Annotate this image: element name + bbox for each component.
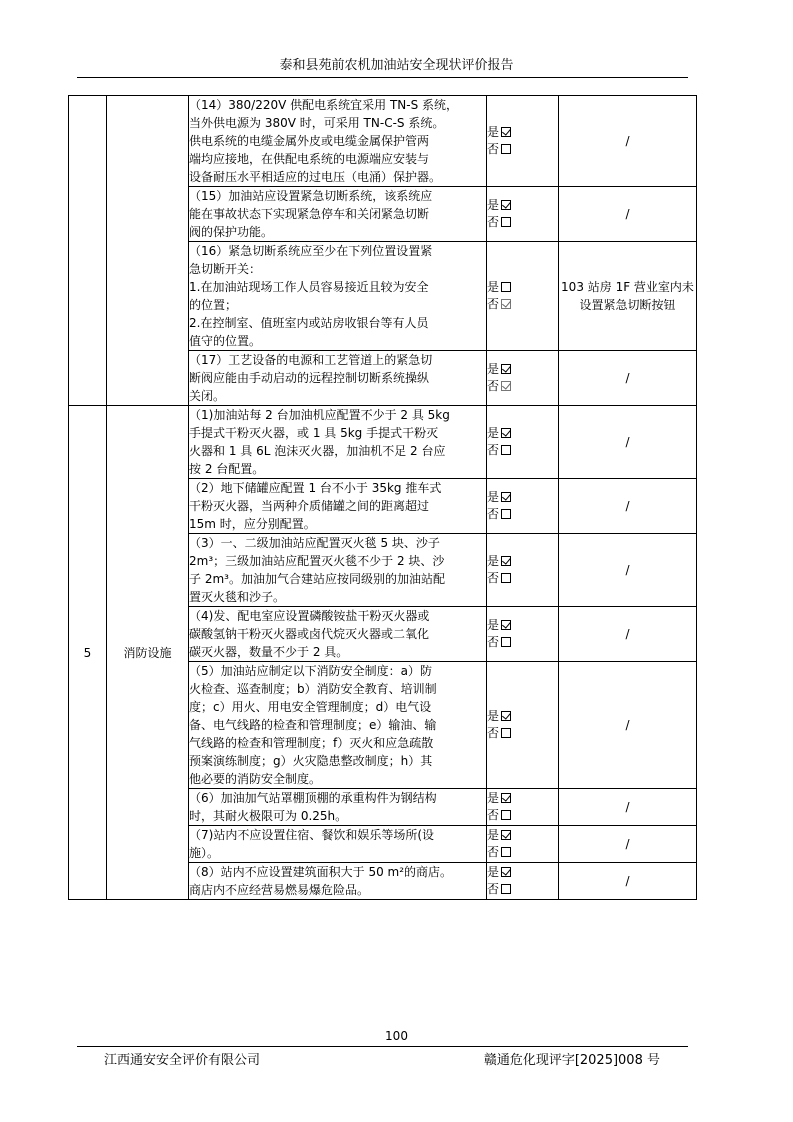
no-label: 否 <box>487 635 500 649</box>
section-number-cell <box>69 96 107 406</box>
remark-cell: 103 站房 1F 营业室内未设置紧急切断按钮 <box>559 242 697 351</box>
checkbox-checked-icon[interactable] <box>501 200 511 210</box>
header-rule <box>77 77 688 78</box>
table-row <box>69 406 697 479</box>
checkbox-checked-icon[interactable] <box>501 428 511 438</box>
checkbox-unchecked-icon[interactable] <box>501 217 511 227</box>
requirement-line: 火检查、巡查制度；b）消防安全教育、培训制 <box>189 682 437 696</box>
requirement-cell <box>189 406 487 479</box>
remark-cell: / <box>559 187 697 242</box>
checkbox-checked-icon[interactable] <box>501 867 511 877</box>
checkbox-checked-icon[interactable] <box>501 711 511 721</box>
requirement-cell <box>189 863 487 900</box>
requirement-line: 设备耐压水平相适应的过电压（电涌）保护器。 <box>189 170 442 184</box>
checkbox-checked-icon[interactable] <box>501 364 511 374</box>
check-cell <box>487 826 559 863</box>
requirement-line: 碳灭火器，数量不少于 2 具。 <box>189 645 349 659</box>
requirement-line: （17）工艺设备的电源和工艺管道上的紧急切 <box>189 353 433 367</box>
check-cell <box>487 406 559 479</box>
requirement-line: 能在事故状态下实现紧急停车和关闭紧急切断 <box>189 207 430 221</box>
checkbox-unchecked-icon[interactable] <box>501 728 511 738</box>
requirement-line: （16）紧急切断系统应至少在下列位置设置紧 <box>189 244 433 258</box>
checkbox-checked-icon[interactable] <box>501 620 511 630</box>
requirement-line: （14）380/220V 供配电系统宜采用 TN-S 系统， <box>189 98 459 112</box>
yes-label: 是 <box>487 125 500 139</box>
check-cell <box>487 187 559 242</box>
no-label: 否 <box>487 571 500 585</box>
no-label: 否 <box>487 726 500 740</box>
remark-cell: / <box>559 406 697 479</box>
checkbox-checked-icon[interactable] <box>501 381 511 391</box>
yes-label: 是 <box>487 362 500 376</box>
yes-label: 是 <box>487 490 500 504</box>
requirement-line: 置灭火毯和沙子。 <box>189 590 286 604</box>
requirement-line: 施）。 <box>189 846 220 860</box>
yes-label: 是 <box>487 791 500 805</box>
requirement-line: 关闭。 <box>189 389 226 403</box>
check-cell <box>487 662 559 789</box>
requirement-line: 阀的保护功能。 <box>189 225 274 239</box>
requirement-line: （2）地下储罐应配置 1 台不小于 35kg 推车式 <box>189 481 442 495</box>
yes-label: 是 <box>487 865 500 879</box>
remark-cell: / <box>559 826 697 863</box>
requirement-line: （8）站内不应设置建筑面积大于 50 m²的商店。 <box>189 865 453 879</box>
no-label: 否 <box>487 297 500 311</box>
requirement-line: （3）一、二级加油站应配置灭火毯 5 块、沙子 <box>189 536 440 550</box>
requirement-cell <box>189 789 487 826</box>
checkbox-unchecked-icon[interactable] <box>501 573 511 583</box>
no-label: 否 <box>487 379 500 393</box>
table-row <box>69 96 697 187</box>
requirement-line: 急切断开关： <box>189 262 262 276</box>
requirement-cell <box>189 242 487 351</box>
check-cell <box>487 479 559 534</box>
requirement-line: （6）加油加气站罩棚顶棚的承重构件为钢结构 <box>189 791 437 805</box>
yes-label: 是 <box>487 618 500 632</box>
no-label: 否 <box>487 882 500 896</box>
remark-cell: / <box>559 789 697 826</box>
remark-cell: / <box>559 479 697 534</box>
section-category-cell <box>107 96 189 406</box>
requirement-line: 火器和 1 具 6L 泡沫灭火器，加油机不足 2 台应 <box>189 444 446 458</box>
no-label: 否 <box>487 215 500 229</box>
section-category-cell: 消防设施 <box>107 406 189 900</box>
footer-doc-code: 赣通危化现评字[2025]008 号 <box>483 1053 660 1068</box>
check-cell <box>487 242 559 351</box>
remark-cell: / <box>559 534 697 607</box>
requirement-cell <box>189 826 487 863</box>
no-label: 否 <box>487 845 500 859</box>
checkbox-unchecked-icon[interactable] <box>501 445 511 455</box>
requirement-line: 商店内不应经营易燃易爆危险品。 <box>189 883 370 897</box>
requirement-line: 的位置； <box>189 298 238 312</box>
page-number: 100 <box>385 1029 408 1043</box>
requirement-line: 值守的位置。 <box>189 334 262 348</box>
checkbox-checked-icon[interactable] <box>501 127 511 137</box>
no-label: 否 <box>487 507 500 521</box>
no-label: 否 <box>487 142 500 156</box>
checkbox-unchecked-icon[interactable] <box>501 509 511 519</box>
yes-label: 是 <box>487 709 500 723</box>
requirement-line: 时，其耐火极限可为 0.25h。 <box>189 809 348 823</box>
requirement-line: 供电系统的电缆金属外皮或电缆金属保护管两 <box>189 134 430 148</box>
remark-cell: / <box>559 662 697 789</box>
checkbox-checked-icon[interactable] <box>501 299 511 309</box>
requirement-line: 度；c）用火、用电安全管理制度；d）电气设 <box>189 700 432 714</box>
requirement-cell <box>189 96 487 187</box>
footer-company: 江西通安安全评价有限公司 <box>104 1053 261 1068</box>
remark-cell: / <box>559 863 697 900</box>
section-number-cell: 5 <box>69 406 107 900</box>
requirement-cell <box>189 187 487 242</box>
check-cell <box>487 96 559 187</box>
requirement-line: 干粉灭火器，当两种介质储罐之间的距离超过 <box>189 499 430 513</box>
remark-cell: / <box>559 96 697 187</box>
checkbox-unchecked-icon[interactable] <box>501 282 511 292</box>
page-header-title: 泰和县苑前农机加油站安全现状评价报告 <box>279 58 514 73</box>
checkbox-unchecked-icon[interactable] <box>501 847 511 857</box>
check-cell <box>487 863 559 900</box>
requirement-line: （1)加油站每 2 台加油机应配置不少于 2 具 5kg <box>189 408 450 422</box>
checkbox-checked-icon[interactable] <box>501 830 511 840</box>
requirement-cell <box>189 479 487 534</box>
no-label: 否 <box>487 443 500 457</box>
requirement-line: （4)发、配电室应设置磷酸铵盐干粉灭火器或 <box>189 609 430 623</box>
check-cell <box>487 351 559 406</box>
yes-label: 是 <box>487 554 500 568</box>
checkbox-checked-icon[interactable] <box>501 556 511 566</box>
no-label: 否 <box>487 808 500 822</box>
requirement-line: （7)站内不应设置住宿、餐饮和娱乐等场所(设 <box>189 828 434 842</box>
checkbox-unchecked-icon[interactable] <box>501 637 511 647</box>
checkbox-checked-icon[interactable] <box>501 793 511 803</box>
check-cell <box>487 789 559 826</box>
yes-label: 是 <box>487 828 500 842</box>
requirement-line: 当外供电源为 380V 时，可采用 TN-C-S 系统。 <box>189 116 445 130</box>
requirement-line: 15m 时，应分别配置。 <box>189 517 316 531</box>
yes-label: 是 <box>487 198 500 212</box>
requirement-line: 断阀应能由手动启动的远程控制切断系统操纵 <box>189 371 430 385</box>
footer-rule <box>77 1046 688 1047</box>
requirement-line: 子 2m³。加油加气合建站应按同级别的加油站配 <box>189 572 445 586</box>
yes-label: 是 <box>487 280 500 294</box>
requirement-cell <box>189 662 487 789</box>
checkbox-unchecked-icon[interactable] <box>501 884 511 894</box>
remark-cell: / <box>559 607 697 662</box>
requirement-cell <box>189 351 487 406</box>
remark-cell: / <box>559 351 697 406</box>
requirement-line: 按 2 台配置。 <box>189 462 265 476</box>
requirement-line: 手提式干粉灭火器，或 1 具 5kg 手提式干粉灭 <box>189 426 439 440</box>
check-cell <box>487 534 559 607</box>
checkbox-checked-icon[interactable] <box>501 492 511 502</box>
requirement-line: 2.在控制室、值班室内或站房收银台等有人员 <box>189 316 429 330</box>
checkbox-unchecked-icon[interactable] <box>501 810 511 820</box>
requirement-line: （15）加油站应设置紧急切断系统，该系统应 <box>189 189 433 203</box>
requirement-line: 2m³；三级加油站应配置灭火毯不少于 2 块、沙 <box>189 554 445 568</box>
requirement-line: 碳酸氢钠干粉灭火器或卤代烷灭火器或二氧化 <box>189 627 430 641</box>
checkbox-unchecked-icon[interactable] <box>501 144 511 154</box>
check-cell <box>487 607 559 662</box>
requirement-line: 端均应接地，在供配电系统的电源端应安装与 <box>189 152 430 166</box>
requirement-line: 1.在加油站现场工作人员容易接近且较为安全 <box>189 280 429 294</box>
requirement-line: 气线路的检查和管理制度；f）灭火和应急疏散 <box>189 736 434 750</box>
requirement-line: 他必要的消防安全制度。 <box>189 772 322 786</box>
requirement-line: （5）加油站应制定以下消防安全制度：a）防 <box>189 664 432 678</box>
yes-label: 是 <box>487 426 500 440</box>
requirement-line: 预案演练制度；g）火灾隐患整改制度；h）其 <box>189 754 433 768</box>
requirement-line: 备、电气线路的检查和管理制度；e）输油、输 <box>189 718 437 732</box>
evaluation-table <box>68 95 697 900</box>
requirement-cell <box>189 534 487 607</box>
requirement-cell <box>189 607 487 662</box>
